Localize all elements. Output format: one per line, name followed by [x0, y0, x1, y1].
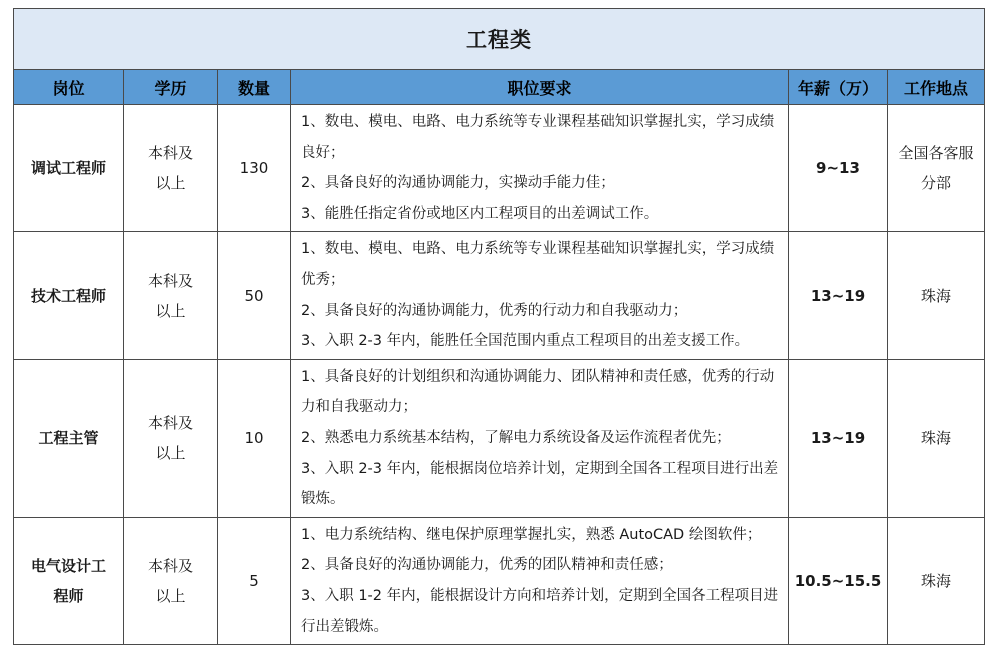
job-table-container — [13, 8, 984, 645]
header-education: 学历 — [124, 70, 218, 105]
table-row — [14, 517, 985, 644]
title-row — [14, 9, 985, 70]
header-row — [14, 70, 985, 105]
requirement-item: 1、数电、模电、电路、电力系统等专业课程基础知识掌握扎实，学习成绩良好； — [301, 114, 775, 161]
requirement-item: 2、具备良好的沟通协调能力，优秀的团队精神和责任感； — [301, 557, 673, 574]
education-text: 本科及以上 — [147, 556, 193, 605]
salary-cell: 13~19 — [789, 232, 888, 359]
table-row — [14, 105, 985, 232]
count-cell: 50 — [218, 232, 291, 359]
requirements-cell — [291, 105, 789, 232]
requirement-item: 2、具备良好的沟通协调能力，实操动手能力佳； — [301, 175, 615, 192]
education-cell — [124, 517, 218, 644]
location-cell: 珠海 — [888, 359, 985, 517]
requirement-item: 1、电力系统结构、继电保护原理掌握扎实，熟悉 AutoCAD 绘图软件； — [301, 526, 762, 543]
position-cell: 调试工程师 — [14, 105, 124, 232]
requirement-item: 1、数电、模电、电路、电力系统等专业课程基础知识掌握扎实，学习成绩优秀； — [301, 241, 775, 288]
count-cell: 10 — [218, 359, 291, 517]
position-cell: 工程主管 — [14, 359, 124, 517]
table-title: 工程类 — [14, 9, 985, 70]
education-cell — [124, 232, 218, 359]
requirement-item: 3、入职 1-2 年内，能根据设计方向和培养计划，定期到全国各工程项目进行出差锻炼。 — [301, 587, 779, 635]
count-cell: 5 — [218, 517, 291, 644]
requirement-item: 3、入职 2-3 年内，能胜任全国范围内重点工程项目的出差支援工作。 — [301, 333, 750, 350]
position-cell: 技术工程师 — [14, 232, 124, 359]
requirements-cell — [291, 517, 789, 644]
location-cell: 珠海 — [888, 517, 985, 644]
location-text: 全国各客服分部 — [898, 144, 974, 193]
header-salary: 年薪（万） — [789, 70, 888, 105]
salary-cell: 9~13 — [789, 105, 888, 232]
position-text: 电气设计工程师 — [30, 556, 106, 605]
requirement-item: 1、具备良好的计划组织和沟通协调能力、团队精神和责任感，优秀的行动力和自我驱动力； — [301, 368, 775, 416]
education-text: 本科及以上 — [147, 271, 193, 320]
header-count: 数量 — [218, 70, 291, 105]
location-cell: 珠海 — [888, 232, 985, 359]
requirement-item: 2、具备良好的沟通协调能力，优秀的行动力和自我驱动力； — [301, 302, 688, 319]
requirement-item: 3、能胜任指定省份或地区内工程项目的出差调试工作。 — [301, 205, 659, 222]
header-location: 工作地点 — [888, 70, 985, 105]
position-cell — [14, 517, 124, 644]
requirements-cell — [291, 359, 789, 517]
table-row — [14, 359, 985, 517]
education-text: 本科及以上 — [147, 144, 193, 193]
header-requirements: 职位要求 — [291, 70, 789, 105]
location-cell — [888, 105, 985, 232]
education-text: 本科及以上 — [147, 414, 193, 463]
requirement-item: 3、入职 2-3 年内，能根据岗位培养计划，定期到全国各工程项目进行出差锻炼。 — [301, 460, 779, 508]
education-cell — [124, 105, 218, 232]
education-cell — [124, 359, 218, 517]
salary-cell: 13~19 — [789, 359, 888, 517]
header-position: 岗位 — [14, 70, 124, 105]
job-table — [13, 8, 985, 645]
requirements-cell — [291, 232, 789, 359]
requirement-item: 2、熟悉电力系统基本结构，了解电力系统设备及运作流程者优先； — [301, 429, 731, 446]
table-row — [14, 232, 985, 359]
salary-cell: 10.5~15.5 — [789, 517, 888, 644]
count-cell: 130 — [218, 105, 291, 232]
